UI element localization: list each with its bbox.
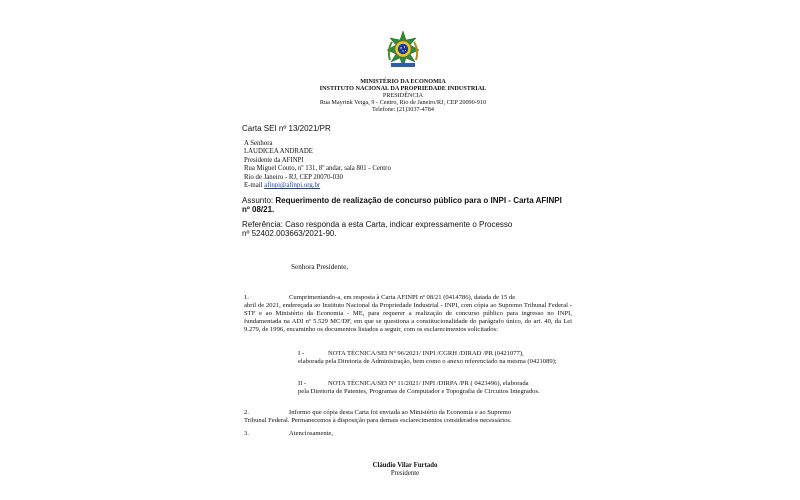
greeting: Senhora Presidente, [291, 263, 349, 271]
department-name: PRESIDÊNCIA [382, 92, 424, 99]
list-item-body: elaborada pela Diretoria de Administração, bem como o anexo referenciado na mesma (0421089); [298, 358, 557, 365]
recipient-title: Presidente da AFINPI [244, 156, 304, 164]
closing-text: Atenciosamente, [289, 430, 334, 437]
list-item-2 [298, 380, 570, 396]
paragraph-first-line: Informo que cópia desta Carta foi enviada ao Ministério da Economia e ao Supremo [289, 409, 512, 416]
recipient-salutation: A Senhora [244, 140, 273, 147]
list-item-body: pela Diretoria de Patentes, Programas de Computador e Topografia de Circuitos Integrados. [298, 388, 540, 395]
email-link[interactable]: afinpi@afinpi.org.br [264, 182, 321, 190]
brazil-coat-of-arms-icon [385, 30, 421, 70]
institute-phone: Telefone: (21)3037-4784 [372, 106, 434, 113]
email-label: E-mail [244, 182, 265, 190]
paragraph-first-line: Cumprimentando-a, em resposta à Carta AFINPI nº 08/21 (0414786), datada de 15 de [289, 294, 516, 301]
paragraph-body: abril de 2021, endereçada ao Instituto Nacional da Propriedade Industrial - INPI, com cópia ao Supremo Tribunal Federal - STF e ao Ministério da Economia - ME, para requerer a realização de concurso público para ingresso no INPI, fundamentada na ADI nº 5.529 MC/DF, em que se questiona a constitucionalidade do parágrafo único, do art. 40, da Lei 9.279, de 1996, encaminho os documentos listados a seguir, com os esclarecimentos solicitados: [244, 302, 572, 333]
paragraph-1 [244, 294, 572, 334]
signature-block [330, 462, 480, 478]
subject-line [242, 196, 566, 214]
recipient-address-line2: Rio de Janeiro - RJ, CEP 20070-030 [244, 173, 343, 181]
paragraph-3 [244, 430, 572, 438]
subject-label: Assunto: [242, 196, 276, 205]
list-marker: II - [298, 380, 307, 387]
recipient-name: LAUDICEA ANDRADE [244, 148, 313, 156]
list-item-first-line: NOTA TÉCNICA/SEI Nº 11/2021/ INPI /DIRPA /PR ( 0423496), elaborada [328, 380, 529, 387]
paragraph-number: 3. [244, 430, 249, 437]
list-item-first-line: NOTA TÉCNICA/SEI Nº 96/2021/ INPI /CGRH /DIRAD /PR (0421077), [328, 350, 524, 357]
letter-reference: Carta SEI nº 13/2021/PR [242, 124, 331, 133]
recipient-address-line1: Rua Miguel Couto, nº 131, 8º andar, sala 801 - Centro [244, 165, 391, 173]
paragraph-2 [244, 409, 572, 425]
ministry-name: MINISTÉRIO DA ECONOMIA [360, 78, 446, 85]
reference-line1: Referência: Caso responda a esta Carta, indicar expressamente o Processo [242, 220, 513, 229]
process-reference [242, 220, 572, 238]
subject-text: Requerimento de realização de concurso público para o INPI - Carta AFINPI nº 08/21. [242, 196, 562, 214]
signatory-name: Cláudio Vilar Furtado [372, 462, 438, 469]
list-item-1 [298, 350, 570, 366]
list-marker: I - [298, 350, 305, 357]
signatory-title: Presidente [390, 470, 420, 477]
institute-name: INSTITUTO NACIONAL DA PROPRIEDADE INDUSTRIAL [319, 85, 487, 92]
reference-line2: nº 52402.003663/2021-90. [242, 229, 337, 238]
paragraph-number: 1. [244, 294, 249, 301]
paragraph-number: 2. [244, 409, 249, 416]
recipient-block [244, 140, 391, 190]
institute-address: Rua Mayrink Veiga, 9 - Centro, Rio de Janeiro/RJ, CEP 20090-910 [319, 99, 487, 106]
paragraph-body: Tribunal Federal. Permanecemos à disposição para demais esclarecimentos considerados necessários. [244, 417, 512, 424]
